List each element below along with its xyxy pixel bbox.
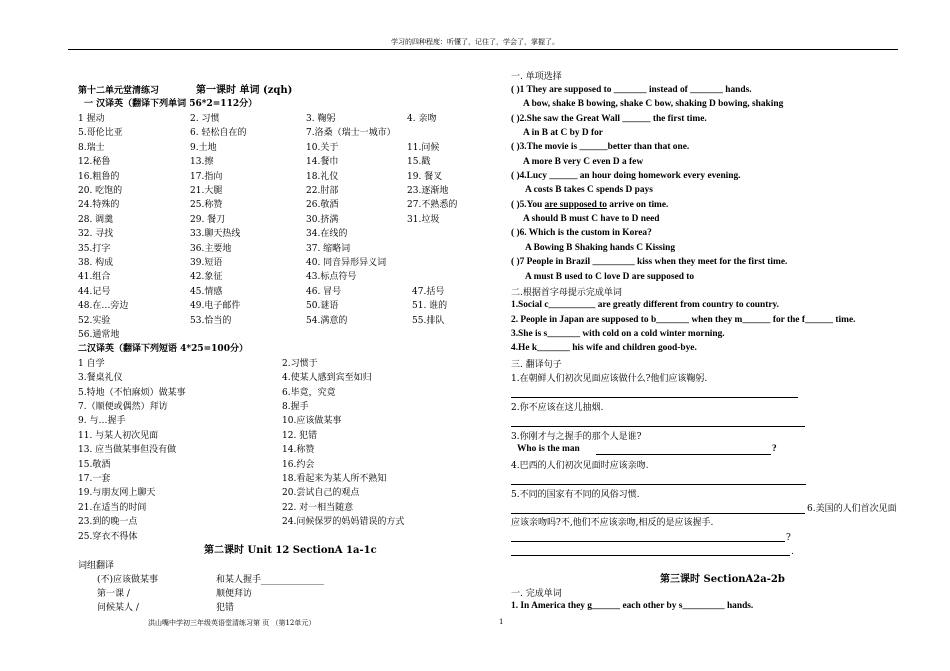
word-item: 42.象征	[190, 272, 223, 282]
word-item: 50.谜语	[306, 301, 339, 311]
translate-6: 6.美国的人们首次见面	[807, 504, 897, 514]
word-item: 47.括号	[412, 287, 445, 297]
word-item: 39.短语	[190, 258, 223, 268]
group-item: 问候某人 /	[97, 603, 139, 613]
question-3: ( )3.The movie is ______better than that one.	[511, 142, 690, 152]
phrase-item: 22. 对一相当随意	[282, 503, 354, 513]
word-item: 5.哥伦比亚	[78, 128, 123, 138]
answer-line	[511, 541, 785, 542]
phrase-item: 21.在适当的时间	[78, 503, 147, 513]
word-item: 7.洛桑（瑞士一城市）	[306, 128, 396, 138]
word-item: 26.敬酒	[306, 200, 339, 210]
question-4: ( )4.Lucy ______ an hour doing homework every evening.	[511, 171, 741, 181]
question-5-options: A should B must C have to D need	[523, 214, 660, 224]
phrase-item: 15.敬酒	[78, 460, 111, 470]
phrase-item: 17.一套	[78, 474, 111, 484]
fill-2: 2. People in Japan are supposed to b_______ when they m______ for the f______ time.	[511, 315, 856, 325]
answer-line	[511, 484, 806, 485]
word-item: 20. 吃饱的	[78, 186, 123, 196]
question-6: ( )6. Which is the custom in Korea?	[511, 228, 652, 238]
question-4-options: A costs B takes C spends D pays	[525, 185, 653, 195]
phrase-item: 16.约会	[282, 460, 315, 470]
fill-4: 4.He k_______ his wife and children good-bye.	[511, 343, 697, 353]
phrase-item: 8.握手	[282, 402, 309, 412]
word-item: 44.记号	[78, 287, 111, 297]
group-item: 犯错	[216, 603, 235, 613]
phrase-item: 11. 与某人初次见面	[78, 431, 159, 441]
word-item: 17.指向	[190, 172, 223, 182]
phrase-item: 7.（顺便或偶然）拜访	[78, 402, 168, 412]
fill-1: 1.Social c__________ are greatly different from country to country.	[511, 300, 780, 310]
question-2-options: A in B at C by D for	[523, 128, 603, 138]
word-item: 15.戳	[407, 157, 431, 167]
word-item: 27.不熟悉的	[407, 200, 458, 210]
phrase-item: 9. 与…握手	[78, 416, 126, 426]
phrase-item: 14.称赞	[282, 445, 315, 455]
translate-3-prompt: Who is the man	[517, 444, 580, 454]
question-3-options: A more B very C even D a few	[523, 157, 644, 167]
word-item: 51. 谁的	[412, 301, 448, 311]
word-item: 24.特殊的	[78, 200, 120, 210]
phrase-item: 18.看起来为某人所不熟知	[282, 474, 387, 484]
translate-6-qmark: ?	[786, 533, 791, 543]
s2-heading: 二.根据首字母提示完成单词	[511, 288, 622, 298]
group-item: 顺便拜访	[216, 589, 253, 599]
word-item: 55.排队	[412, 316, 445, 326]
answer-line	[596, 454, 771, 455]
word-item: 49.电子邮件	[190, 301, 241, 311]
question-7: ( )7 People in Brazil _________ kiss when they meet for the first time.	[511, 257, 788, 267]
phrase-item: 13. 应当做某事但没有做	[78, 445, 177, 455]
phrase-item: 12. 犯错	[282, 431, 318, 441]
word-item: 52.实验	[78, 316, 111, 326]
translate-1: 1.在朝鲜人们初次见面应该做什么?他们应该鞠躬.	[511, 374, 708, 384]
group-item: 第一课 /	[97, 589, 130, 599]
phrase-item: 1 自学	[78, 359, 105, 369]
word-item: 28. 调羹	[78, 215, 114, 225]
answer-line	[511, 426, 805, 427]
word-item: 16.粗鲁的	[78, 172, 120, 182]
question-1: ( )1 They are supposed to _______ instead of _______ hands.	[511, 85, 752, 95]
question-2: ( )2.She saw the Great Wall ______ the first time.	[511, 114, 707, 124]
fill-3: 3.She is s_______ with cold on a cold winter morning.	[511, 329, 725, 339]
s4-heading: 一. 完成单词	[511, 589, 562, 599]
phrase-item: 3.餐桌礼仪	[78, 373, 123, 383]
footer-left: 洪山嘴中学初三年级英语堂清练习第 页 （第12单元）	[148, 619, 316, 627]
word-item: 9.土地	[190, 143, 217, 153]
word-item: 33.聊天热线	[190, 229, 241, 239]
phrase-item: 4.使某人感到宾至如归	[282, 373, 372, 383]
phrase-item: 24.问候保罗的妈妈错误的方式	[282, 517, 405, 527]
word-item: 12.秘鲁	[78, 157, 111, 167]
question-5-prefix: ( )5.You	[511, 200, 545, 210]
word-item: 19. 餐叉	[407, 172, 443, 182]
question-5-suffix: arrive on time.	[606, 200, 669, 210]
page-header-motto: 学习的四种程度：听懂了，记住了，学会了，掌握了。	[391, 38, 559, 46]
word-item: 56.通常地	[78, 330, 120, 340]
complete-1: 1. In America they g______ each other by s_________ hands.	[511, 601, 754, 611]
word-item: 10.关于	[306, 143, 339, 153]
section2-heading: 二汉译英（翻译下列短语 4*25=100分）	[78, 344, 248, 354]
word-item: 40. 同音异形异义词	[306, 258, 387, 268]
phrase-item: 10.应该做某事	[282, 416, 342, 426]
phrase-item: 25.穿衣不得体	[78, 532, 138, 542]
lesson1-title: 第一课时 单词 (zqh)	[196, 85, 293, 96]
word-item: 29. 餐刀	[190, 215, 226, 225]
answer-line	[511, 397, 798, 398]
word-item: 8.瑞士	[78, 143, 105, 153]
question-1-options: A bow, shake B bowing, shake C bow, shaking D bowing, shaking	[523, 99, 784, 109]
word-item: 54.满意的	[306, 316, 348, 326]
word-item: 11.问候	[407, 143, 440, 153]
translate-6-period: .	[791, 547, 794, 557]
word-item: 31.垃圾	[407, 215, 440, 225]
phrase-item: 2.习惯于	[282, 359, 318, 369]
phrase-item: 19.与朋友网上聊天	[78, 488, 156, 498]
lesson2-title: 第二课时 Unit 12 SectionA 1a-1c	[204, 545, 377, 556]
word-item: 30.挤满	[306, 215, 339, 225]
word-item: 48.在…旁边	[78, 301, 129, 311]
header-rule	[68, 49, 898, 50]
word-item: 45.情感	[190, 287, 223, 297]
phrase-item: 6.毕竟，究竟	[282, 388, 336, 398]
group-item: (不)应该做某事	[97, 575, 159, 585]
word-item: 38. 构成	[78, 258, 114, 268]
word-item: 46. 冒号	[306, 287, 342, 297]
s1-heading: 一. 单项选择	[511, 72, 562, 82]
answer-line	[511, 513, 805, 514]
group-item: 和某人握手______________	[216, 575, 325, 585]
word-item: 23.逐渐地	[407, 186, 449, 196]
word-item: 3. 鞠躬	[306, 114, 336, 124]
word-item: 21.大腿	[190, 186, 223, 196]
s3-heading: 三. 翻译句子	[511, 360, 562, 370]
phrase-item: 20.尝试自己的观点	[282, 488, 360, 498]
word-item: 14.餐巾	[306, 157, 339, 167]
word-item: 4. 亲吻	[407, 114, 437, 124]
question-5-underlined: are supposed to	[544, 200, 607, 210]
translate-6-line2: 应该亲吻吗?不,他们不应该亲吻,相反的是应该握手.	[511, 518, 714, 528]
page-number: 1	[499, 618, 504, 626]
section1-heading: 一 汉译英（翻译下列单词 56*2=112分）	[84, 99, 258, 109]
word-item: 13.擦	[190, 157, 214, 167]
word-item: 36.主要地	[190, 244, 232, 254]
word-item: 34.在线的	[306, 229, 348, 239]
word-item: 35.打字	[78, 244, 111, 254]
phrase-item: 23.到的晚一点	[78, 517, 138, 527]
word-item: 32. 寻找	[78, 229, 114, 239]
word-item: 22.肘部	[306, 186, 339, 196]
question-5	[511, 200, 668, 210]
word-item: 2. 习惯	[190, 114, 220, 124]
word-item: 6. 轻松自在的	[190, 128, 247, 138]
lesson3-title: 第三课时 SectionA2a-2b	[660, 574, 785, 585]
group-heading: 词组翻译	[78, 561, 115, 571]
translate-3: 3.你刚才与之握手的那个人是谁?	[511, 432, 642, 442]
word-item: 43.标点符号	[306, 272, 357, 282]
answer-line	[511, 555, 790, 556]
word-item: 18.礼仪	[306, 172, 339, 182]
translate-5: 5.不同的国家有不同的风俗习惯.	[511, 490, 640, 500]
word-item: 1 握动	[78, 114, 105, 124]
question-7-options: A must B used to C love D are supposed to	[525, 272, 695, 282]
word-item: 53.恰当的	[190, 316, 232, 326]
word-item: 37. 缩略词	[306, 244, 351, 254]
translate-3-end: ?	[772, 444, 777, 454]
worksheet-title: 第十二单元堂清练习	[78, 86, 160, 96]
word-item: 25.称赞	[190, 200, 223, 210]
question-6-options: A Bowing B Shaking hands C Kissing	[525, 243, 676, 253]
phrase-item: 5.特地（不怕麻烦）做某事	[78, 388, 186, 398]
word-item: 41.组合	[78, 272, 111, 282]
translate-2: 2.你不应该在这儿抽烟.	[511, 403, 604, 413]
translate-4: 4.巴西的人们初次见面时应该亲吻.	[511, 461, 649, 471]
